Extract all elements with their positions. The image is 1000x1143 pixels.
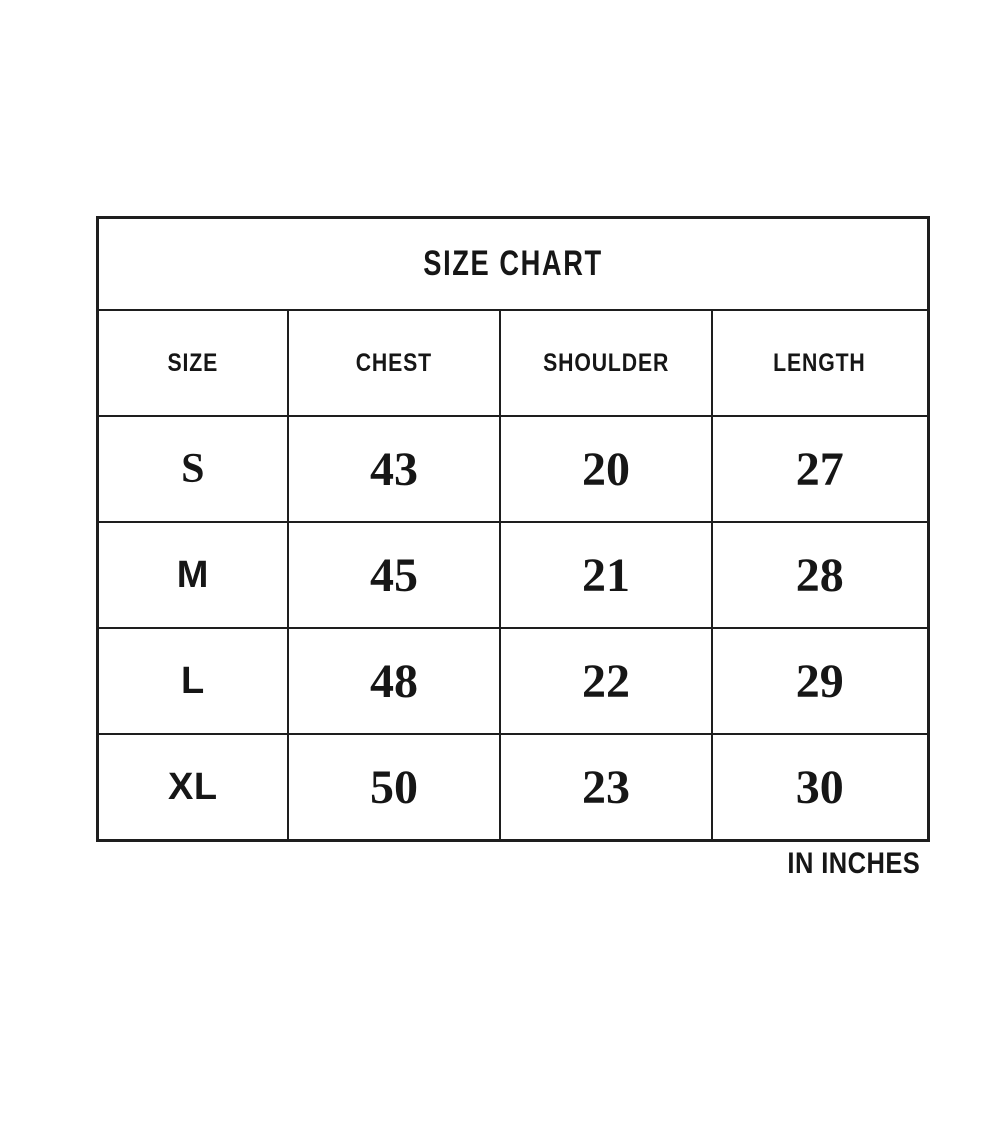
cell-value: 27 <box>795 442 844 496</box>
cell-value: 45 <box>370 548 418 602</box>
column-header-length-label: LENGTH <box>773 348 866 377</box>
row-label: S <box>181 446 205 492</box>
row-label: L <box>180 659 205 702</box>
column-header-size <box>99 311 289 415</box>
column-header-size-label: SIZE <box>167 348 219 377</box>
cell-length <box>713 523 927 627</box>
cell-shoulder <box>501 523 712 627</box>
column-header-chest-label: CHEST <box>355 348 433 377</box>
cell-chest <box>289 417 502 521</box>
row-label-cell <box>99 523 289 627</box>
table-row-xl <box>99 735 927 839</box>
cell-value: 28 <box>795 548 844 602</box>
cell-value: 23 <box>581 760 630 814</box>
cell-value: 30 <box>795 760 844 814</box>
column-header-chest <box>289 311 502 415</box>
row-label: XL <box>168 765 218 808</box>
cell-shoulder <box>501 735 712 839</box>
cell-shoulder <box>501 629 712 733</box>
table-header-row <box>99 311 927 417</box>
cell-length <box>713 629 927 733</box>
cell-value: 50 <box>370 760 418 814</box>
units-note: IN INCHES <box>787 847 920 880</box>
row-label-cell <box>99 735 289 839</box>
size-chart-table <box>96 216 930 842</box>
cell-chest <box>289 629 502 733</box>
cell-value: 20 <box>581 442 630 496</box>
row-label-cell <box>99 629 289 733</box>
cell-value: 21 <box>581 548 630 602</box>
column-header-shoulder <box>501 311 712 415</box>
cell-value: 29 <box>795 654 844 708</box>
cell-shoulder <box>501 417 712 521</box>
cell-length <box>713 735 927 839</box>
table-title: SIZE CHART <box>423 244 603 283</box>
cell-value: 48 <box>370 654 418 708</box>
cell-length <box>713 417 927 521</box>
table-row-s <box>99 417 927 523</box>
row-label: M <box>176 553 209 596</box>
column-header-shoulder-label: SHOULDER <box>542 348 669 377</box>
cell-value: 22 <box>581 654 630 708</box>
table-row-l <box>99 629 927 735</box>
cell-value: 43 <box>370 442 418 496</box>
row-label-cell <box>99 417 289 521</box>
cell-chest <box>289 735 502 839</box>
table-title-row <box>99 219 927 311</box>
table-row-m <box>99 523 927 629</box>
column-header-length <box>713 311 927 415</box>
cell-chest <box>289 523 502 627</box>
